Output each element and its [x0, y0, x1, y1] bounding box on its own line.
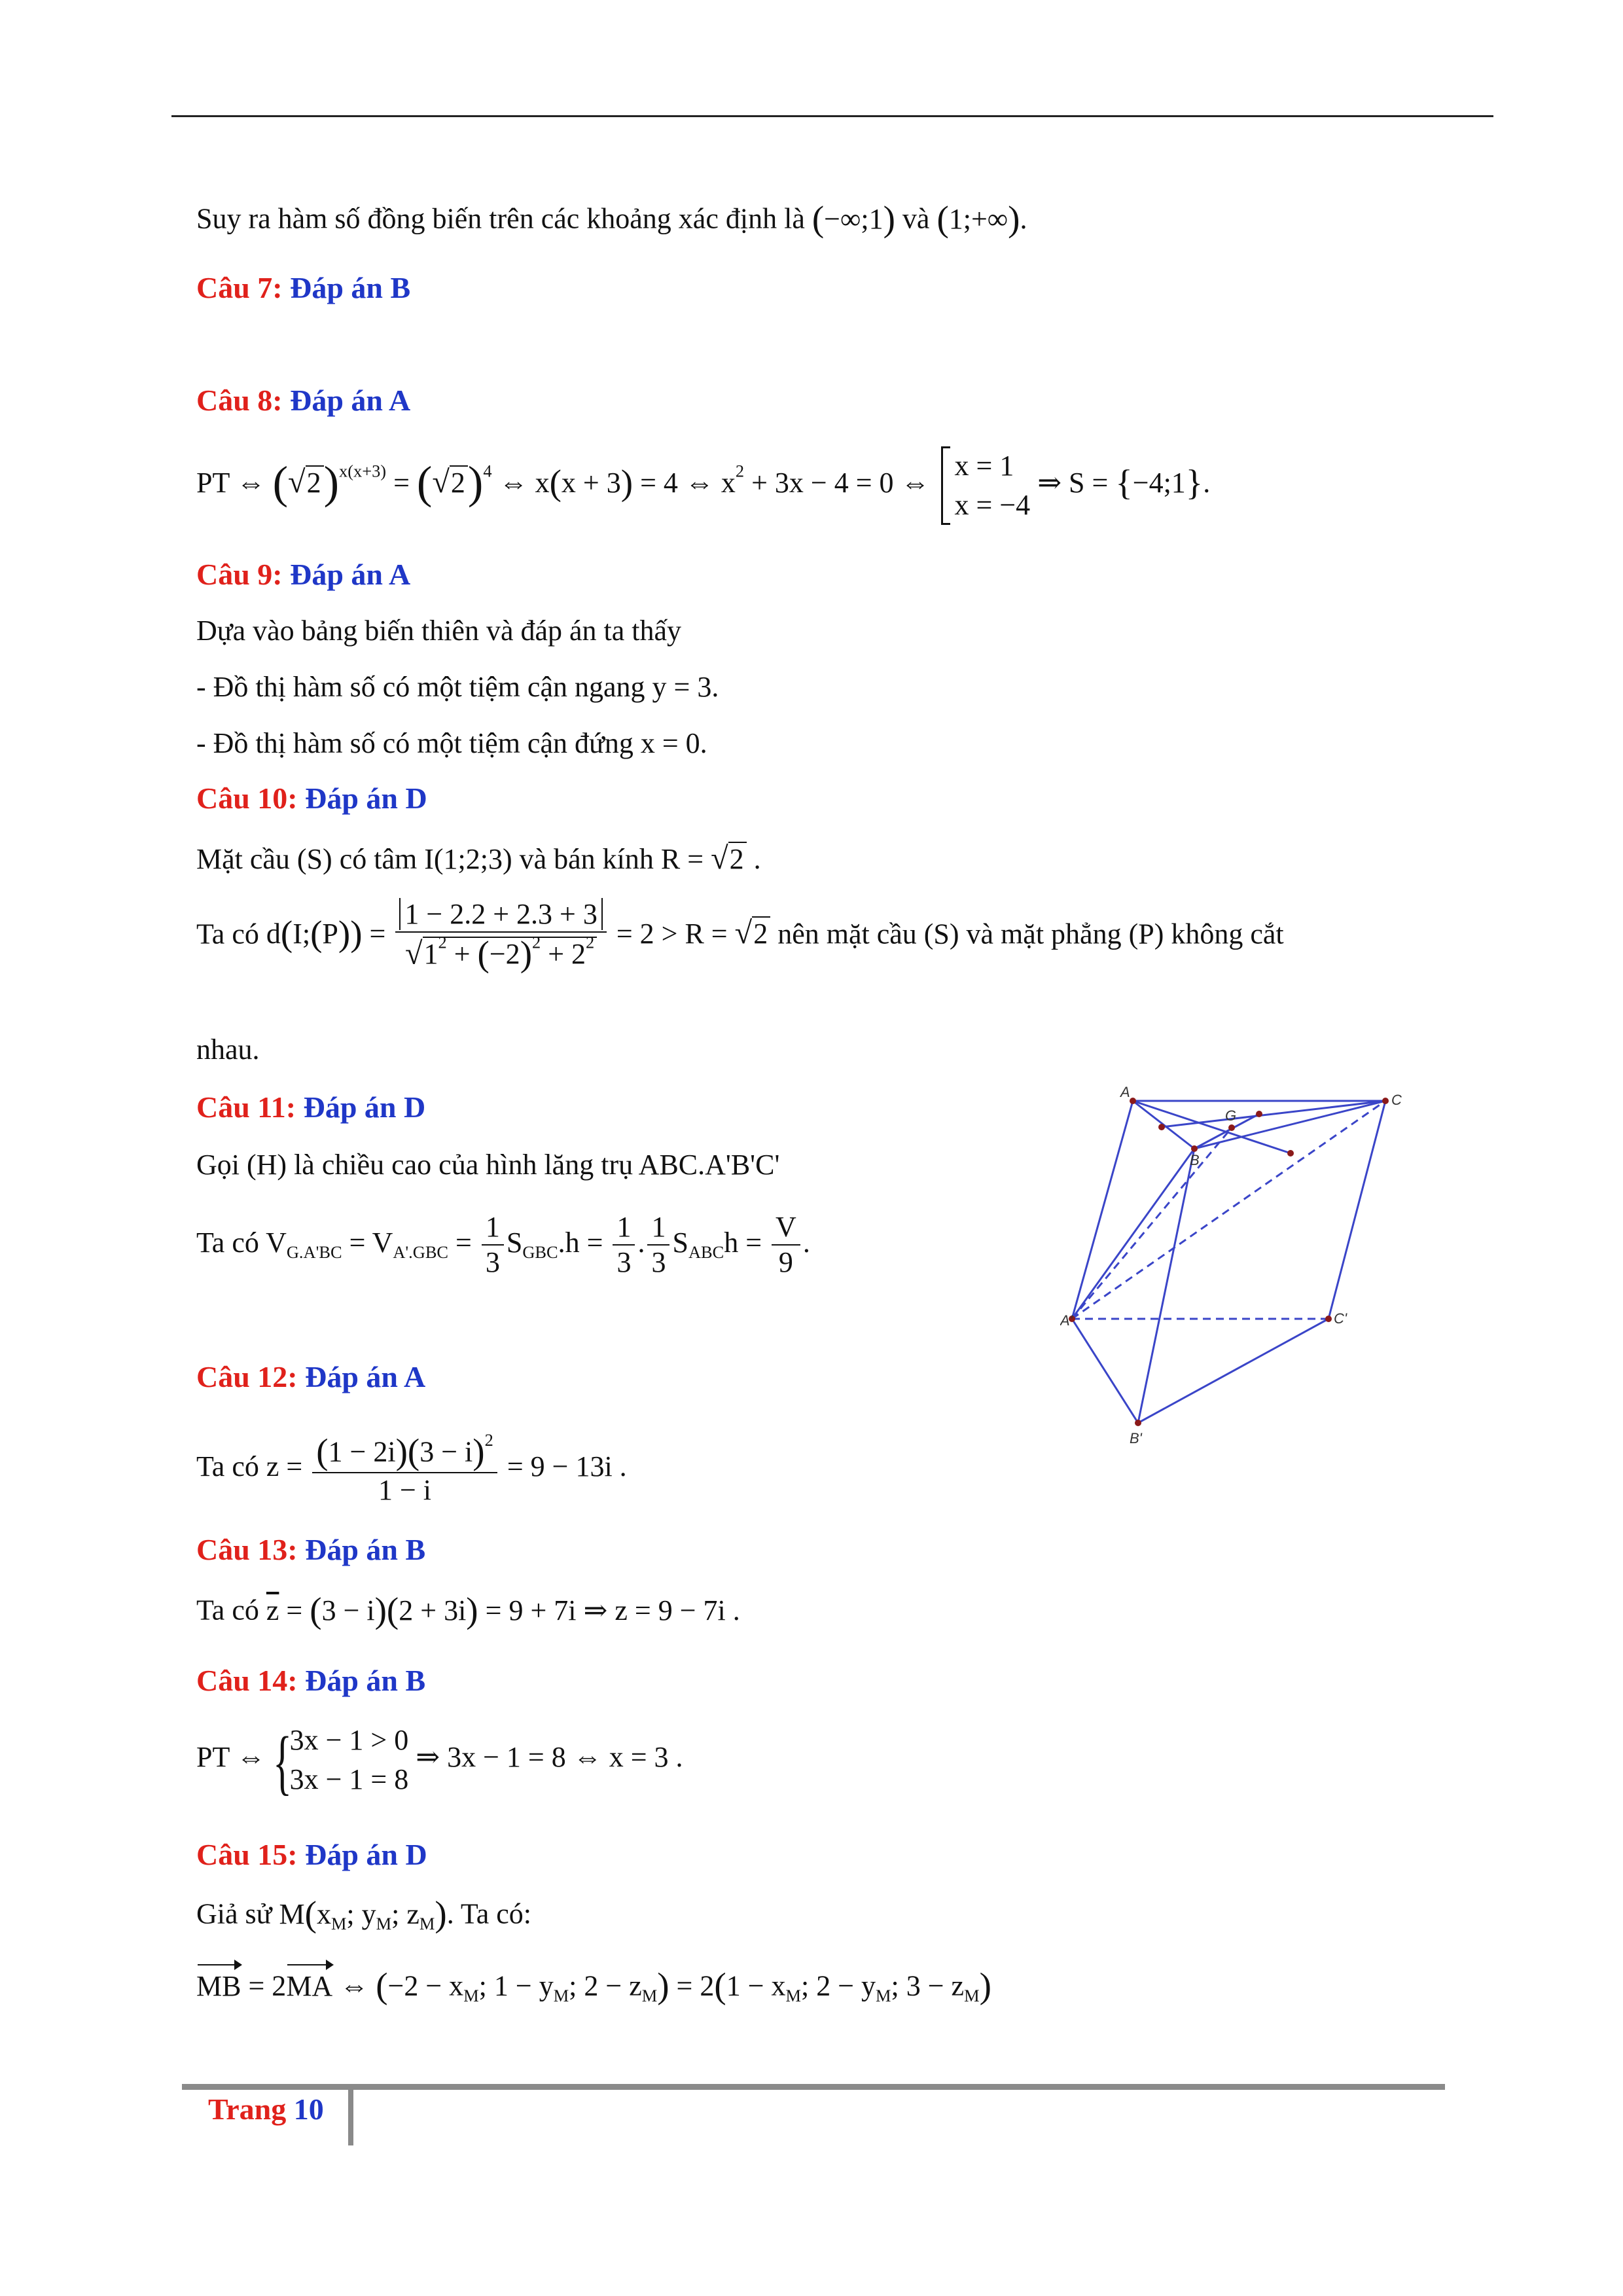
q8-equation: PT ⇔ $(√2)^{x(x+3)} = (√2)^4$ ⇔ x(x + 3) = 4 ⇔ $x^2 + 3x - 4 = 0$ ⇔ x = 1 x = −4 ⇒ S = {−4;1}. [196, 440, 1210, 526]
edge-BB' [1138, 1149, 1194, 1423]
label-G: G [1225, 1107, 1237, 1124]
label-B-prime: B' [1130, 1430, 1142, 1446]
edge-BC [1194, 1101, 1385, 1149]
q12-equation: Ta có z = $\frac{(1 - 2i)(3 - i)^2}{1 - i}$ = 9 − 13i . [196, 1429, 627, 1507]
q8-heading: Câu 8: Đáp án A [196, 384, 411, 417]
q10-heading: Câu 10: Đáp án D [196, 781, 427, 815]
edge-B'C' [1138, 1319, 1329, 1423]
edge-CC' [1329, 1101, 1385, 1319]
line-A'G [1072, 1128, 1232, 1319]
intro-line: Suy ra hàm số đồng biến trên các khoảng xác định là (−∞;1) và (1;+∞). [196, 198, 1027, 238]
q9-line-2: - Đồ thị hàm số có một tiệm cận ngang y = 3. [196, 671, 719, 703]
q9-heading: Câu 9: Đáp án A [196, 558, 411, 591]
prism-figure [1060, 1086, 1466, 1492]
q15-line-1: Giả sử $M(x_M$; $y_M$; $z_M$). Ta có: [196, 1893, 531, 1933]
median-A [1133, 1101, 1291, 1153]
label-A-prime: A' [1060, 1312, 1073, 1329]
q13-heading: Câu 13: Đáp án B [196, 1533, 426, 1566]
q14-equation: PT ⇔ { 3x − 1 > 0 3x − 1 = 8 ⇒ 3x − 1 = 8 ⇔ x = 3 . [196, 1715, 683, 1800]
page-number: Trang 10 [208, 2092, 324, 2126]
q15-line-2: MB = 2MA ⇔ ($-2 - x_M$; $1 - y_M$; $2 - z_M) = 2(1 - x_M$; $2 - y_M$; $3 - z_M$) [196, 1965, 991, 2005]
footer-divider [348, 2087, 353, 2145]
footer-rule [182, 2084, 1445, 2090]
q10-line-1: Mặt cầu (S) có tâm I(1;2;3) và bán kính R = √2 . [196, 841, 761, 876]
q13-equation: Ta có $\overline{z} = (3 - i)(2 + 3i) = 9 + 7i$ ⇒ z = 9 − 7i . [196, 1590, 740, 1630]
q10-line-2: Ta có d(I;(P)) = $\frac{1 - 2.2 + 2.3 + 3}{√1^2 + (-2)^2 + 2^2}$ = 2 > R = √2 nên mặt cầu (S) và mặt phẳng (P) không cắt [196, 898, 1284, 974]
q12-heading: Câu 12: Đáp án A [196, 1360, 426, 1393]
edge-AA' [1072, 1101, 1133, 1319]
label-B: B [1190, 1152, 1200, 1168]
q11-line-1: Gọi (H) là chiều cao của hình lăng trụ ABC.A'B'C' [196, 1149, 780, 1181]
q15-heading: Câu 15: Đáp án D [196, 1838, 427, 1871]
q9-line-3: - Đồ thị hàm số có một tiệm cận đứng x = 0. [196, 727, 707, 759]
header-rule [171, 115, 1493, 117]
label-C-prime: C' [1334, 1310, 1347, 1327]
q11-heading: Câu 11: Đáp án D [196, 1090, 426, 1124]
q11-line-2: Ta có $V_{G.A'BC} = V_{A'.GBC}$ = $\frac{1}{3}$ $S_{GBC}.h$ = $\frac{1}{3}$ . $\frac{1}{3}$ $S_{ABC}h$ = $\frac{V}{9}$ . [196, 1211, 810, 1278]
q10-line-3: nhau. [196, 1033, 260, 1066]
q9-line-1: Dựa vào bảng biến thiên và đáp án ta thấy [196, 615, 682, 647]
label-A: A [1120, 1086, 1130, 1100]
q7-heading: Câu 7: Đáp án B [196, 271, 411, 304]
label-C: C [1391, 1092, 1402, 1108]
q14-heading: Câu 14: Đáp án B [196, 1664, 426, 1697]
edge-A'B' [1072, 1319, 1138, 1423]
